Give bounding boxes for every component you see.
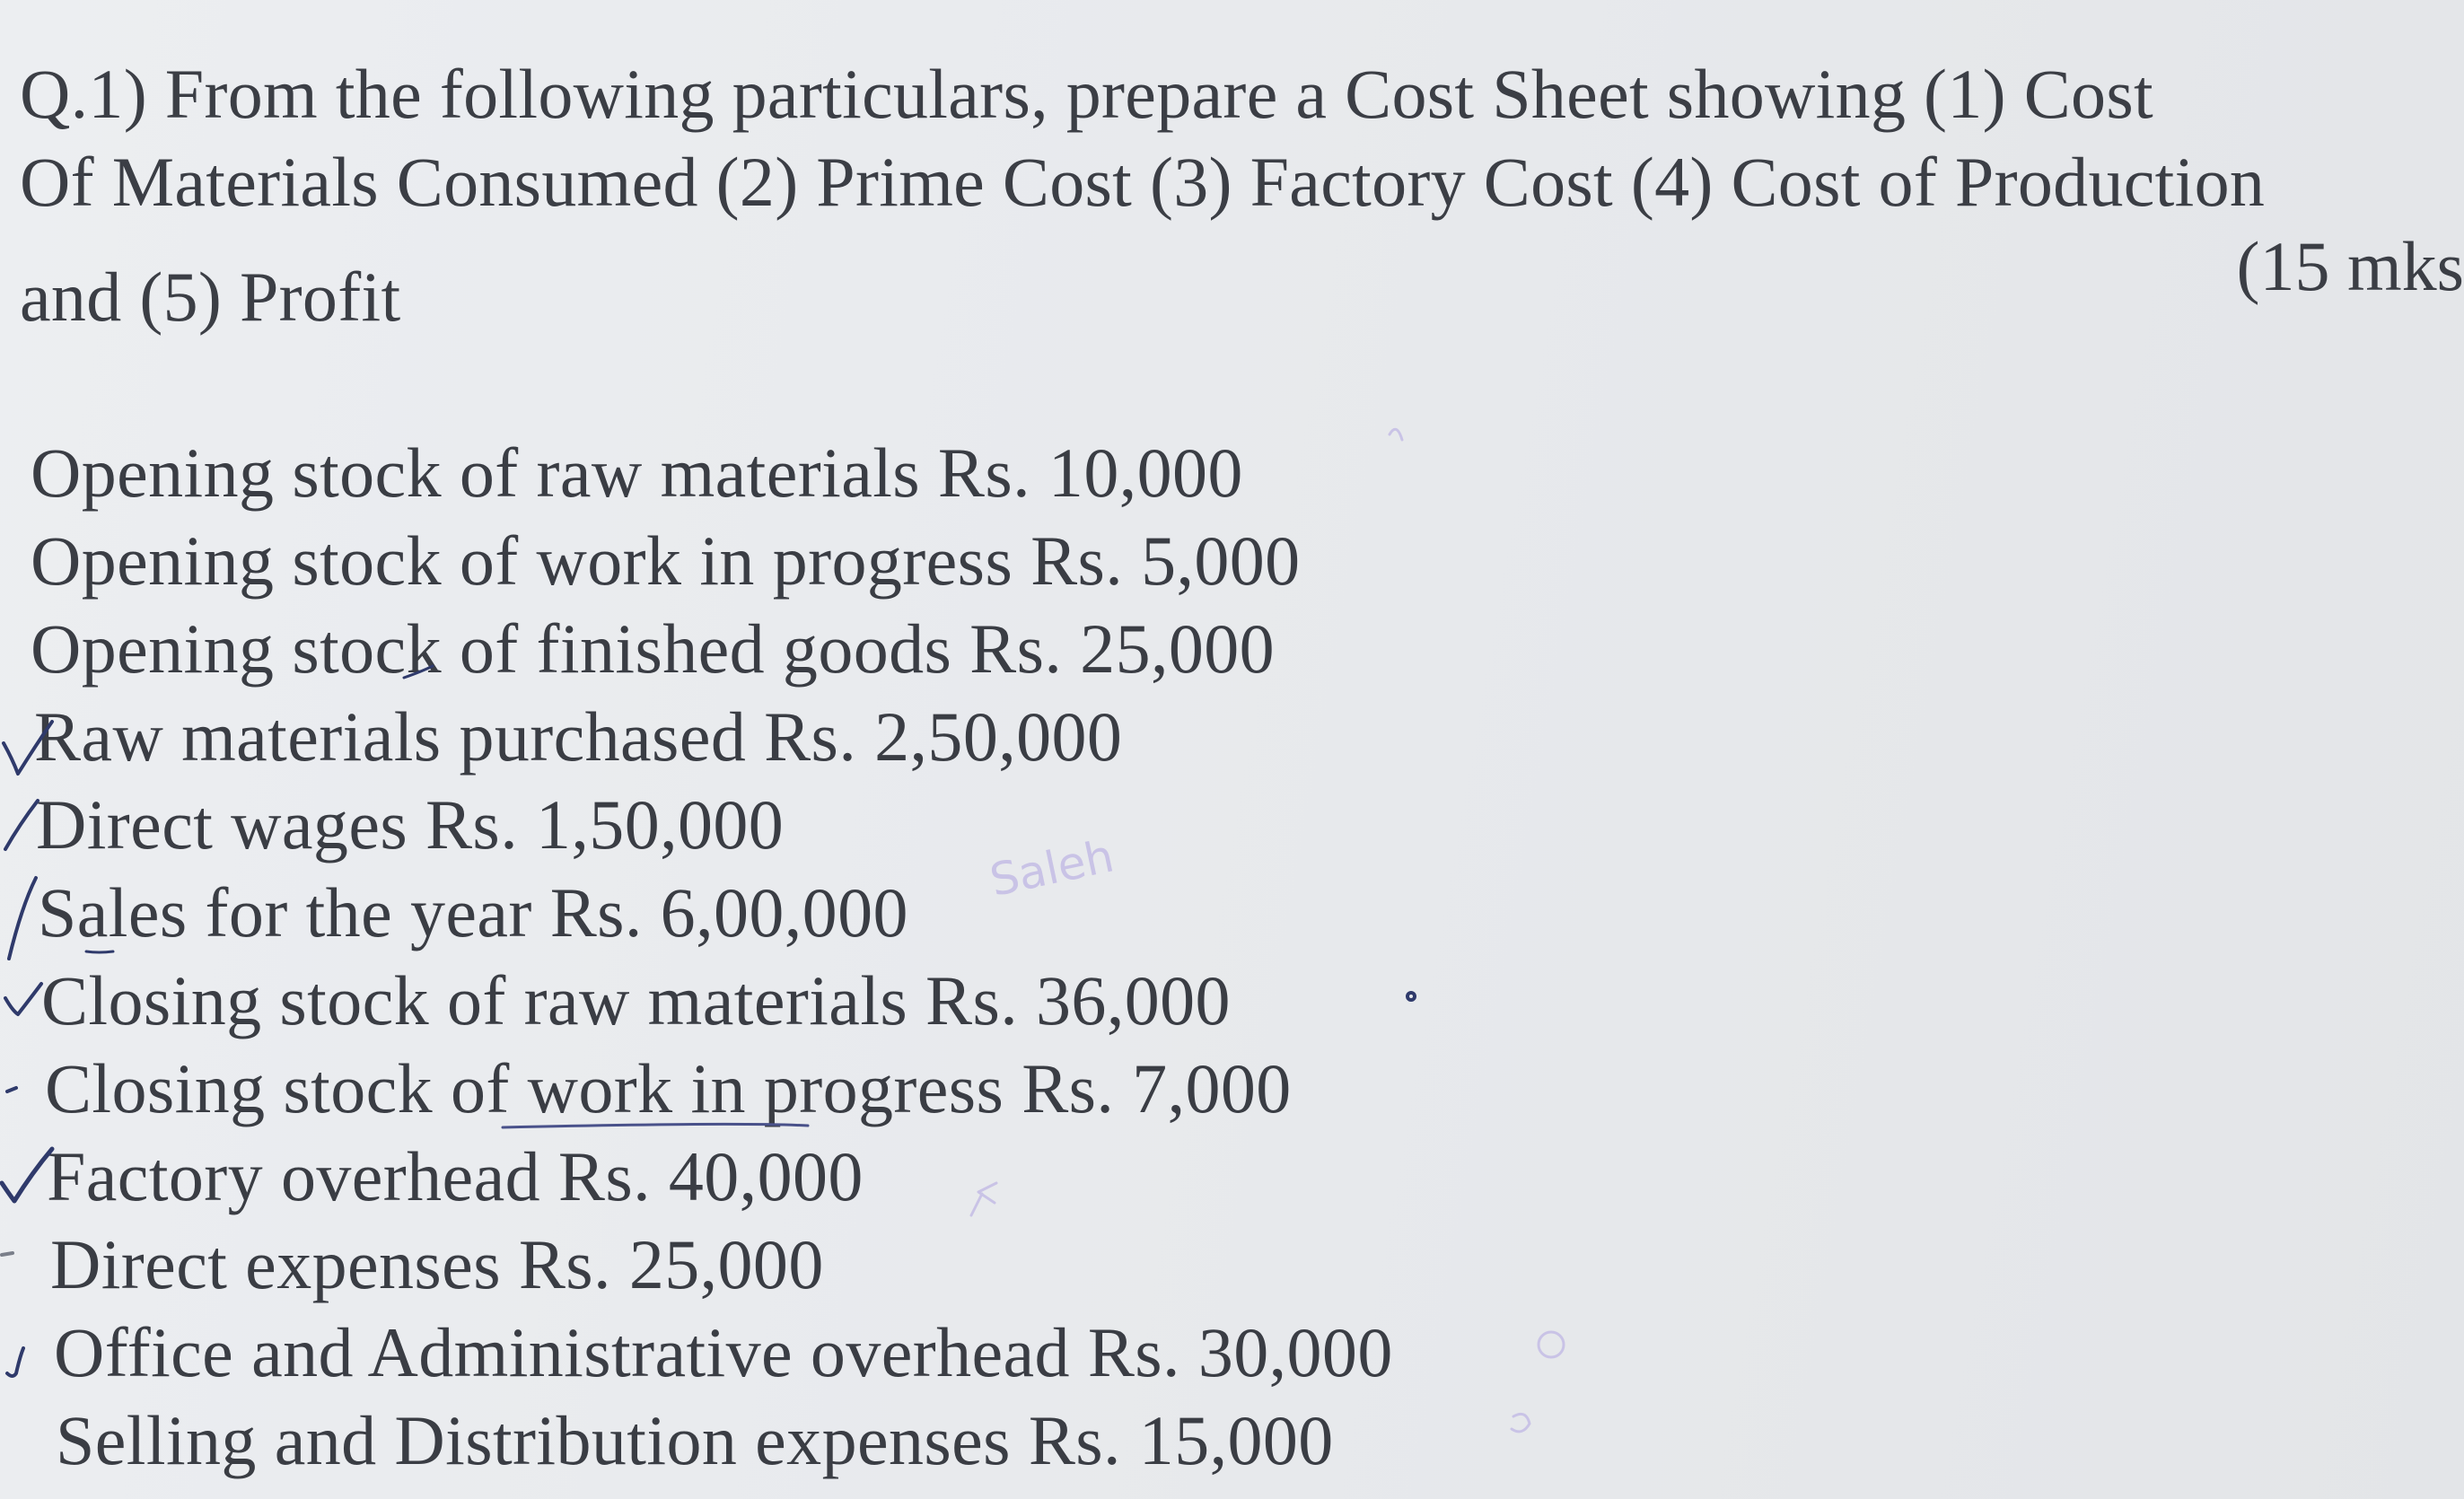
tick-mark-sales	[9, 878, 36, 959]
tick-mark-office-admin	[7, 1348, 23, 1376]
particular-closing-wip: Closing stock of work in progress Rs. 7,000	[45, 1049, 1292, 1127]
mark-under-sales	[86, 951, 113, 952]
tick-mark-factory-overhead	[2, 1149, 52, 1201]
particular-direct-wages: Direct wages Rs. 1,50,000	[36, 785, 785, 863]
faint-circle-office-admin	[1539, 1332, 1564, 1357]
faint-mark-factory-overhead	[971, 1183, 996, 1215]
particular-opening-finished-goods: Opening stock of finished goods Rs. 25,000	[31, 609, 1276, 688]
marks-label: (15 mks	[2236, 227, 2464, 305]
question-line-2: Of Materials Consumed (2) Prime Cost (3) Factory Cost (4) Cost of Production	[20, 143, 2266, 221]
particular-opening-wip: Opening stock of work in progress Rs. 5,000	[31, 522, 1301, 600]
particular-direct-expenses: Direct expenses Rs. 25,000	[50, 1225, 824, 1303]
particular-opening-raw-materials: Opening stock of raw materials Rs. 10,000	[31, 434, 1243, 512]
particular-selling-distribution: Selling and Distribution expenses Rs. 15,000	[56, 1401, 1334, 1479]
particular-office-admin-overhead: Office and Administrative overhead Rs. 30,000	[54, 1313, 1393, 1391]
dot-mark-closing-raw	[1407, 993, 1415, 1000]
tick-mark-closing-wip	[7, 1088, 16, 1091]
faint-mark-selling	[1512, 1414, 1530, 1432]
particular-raw-materials-purchased: Raw materials purchased Rs. 2,50,000	[34, 697, 1123, 776]
tick-mark-direct-wages	[5, 801, 38, 849]
particular-sales: Sales for the year Rs. 6,00,000	[38, 873, 908, 951]
tick-mark-raw-purchased	[4, 722, 52, 774]
particular-factory-overhead: Factory overhead Rs. 40,000	[47, 1137, 864, 1215]
question-line-1: Q.1) From the following particulars, prepare a Cost Sheet showing (1) Cost	[20, 55, 2153, 133]
handwritten-sales-note: Saleh	[985, 829, 1118, 907]
underline-of-work-in-progress	[503, 1124, 808, 1127]
mark-under-stock	[404, 666, 433, 678]
faint-mark-opening-raw	[1390, 429, 1402, 440]
tick-mark-closing-raw	[5, 984, 41, 1014]
particular-closing-raw-materials: Closing stock of raw materials Rs. 36,000	[41, 961, 1231, 1039]
tick-mark-direct-expenses	[2, 1253, 13, 1255]
question-line-3: and (5) Profit	[20, 258, 401, 336]
